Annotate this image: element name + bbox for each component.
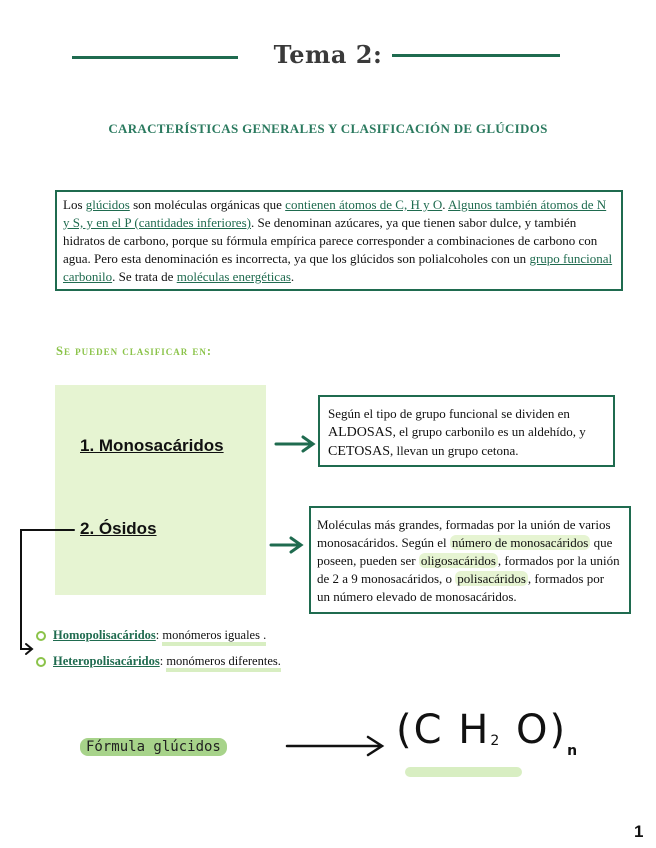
intro-highlight: Algunos también átomos de N y S, y en el P (cantidades inferiores) xyxy=(63,197,607,230)
category-osidos: 2. Ósidos xyxy=(80,519,157,538)
osid-type-colon: : xyxy=(155,628,163,642)
category-panel xyxy=(55,385,266,595)
formula-label: Fórmula glúcidos xyxy=(80,738,227,756)
formula-expression xyxy=(396,707,579,759)
formula-arrow xyxy=(287,737,382,755)
aldosas-term: ALDOSAS xyxy=(328,425,393,440)
bullet-icon xyxy=(36,631,46,641)
osid-text: , formados por un número elevado de monosacáridos. xyxy=(317,571,605,604)
arrow-to-osid-box xyxy=(271,538,301,552)
osid-type-colon: : xyxy=(159,654,167,668)
osid-highlight: número de monosacáridos xyxy=(451,535,589,550)
osid-type-term: Homopolisacáridos xyxy=(53,628,156,642)
page-title: Tema 2: xyxy=(273,40,383,69)
mono-text: , llevan un grupo cetona. xyxy=(389,443,519,458)
intro-text: . Se denominan azúcares, ya que tienen sabor dulce, y también hidratos de carbono, porque su fórmula empírica parece corresponder a combinaciones de carbono con agua. Pero esta denominación es incorrecta, ya que los glúcidos son polialcoholes con un xyxy=(63,215,598,266)
osid-type-desc: monómeros diferentes. xyxy=(166,654,281,672)
intro-text: . xyxy=(290,269,295,284)
formula-sub-n: n xyxy=(567,743,580,759)
monosacaridos-box xyxy=(318,395,615,467)
formula-sub-2: 2 xyxy=(490,733,502,749)
intro-highlight: contienen átomos de C, H y O xyxy=(285,197,443,212)
intro-highlight: glúcidos xyxy=(85,197,130,212)
bullet-icon xyxy=(36,657,46,667)
category-monosacaridos: 1. Monosacáridos xyxy=(80,436,224,455)
mono-text: , el grupo carbonilo es un aldehído, y xyxy=(392,424,586,439)
list-item-homopolisacaridos xyxy=(36,628,266,643)
formula-close: O) xyxy=(501,707,568,753)
page-number: 1 xyxy=(634,822,644,841)
osid-type-term: Heteropolisacáridos xyxy=(53,654,160,668)
intro-text: . xyxy=(442,197,449,212)
intro-box xyxy=(55,190,623,291)
osidos-box xyxy=(309,506,631,614)
osid-type-desc: monómeros iguales . xyxy=(162,628,266,646)
classify-heading: Se pueden clasificar en: xyxy=(56,344,213,358)
intro-text: son moléculas orgánicas que xyxy=(129,197,286,212)
osid-text: , formados por la unión de 2 a 9 monosacáridos, o xyxy=(317,553,620,586)
mono-text: Según el tipo de grupo funcional se dividen en xyxy=(328,406,570,421)
formula-open: (C H xyxy=(396,707,491,753)
list-item-heteropolisacaridos xyxy=(36,654,281,669)
osid-text: Moléculas más grandes, formadas por la unión de varios monosacáridos. Según el xyxy=(317,517,611,550)
osid-highlight: oligosacáridos xyxy=(420,553,496,568)
arrow-to-mono-box xyxy=(276,437,313,451)
intro-text: Los xyxy=(63,197,86,212)
page-subtitle: CARACTERÍSTICAS GENERALES Y CLASIFICACIÓN DE GLÚCIDOS xyxy=(108,121,548,136)
intro-highlight: grupo funcional carbonilo xyxy=(63,251,613,284)
osid-highlight: polisacáridos xyxy=(457,571,526,586)
intro-text: . Se trata de xyxy=(112,269,177,284)
intro-highlight: moléculas energéticas xyxy=(176,269,291,284)
cetosas-term: CETOSAS xyxy=(328,444,390,459)
osid-text: que poseen, pueden ser xyxy=(317,535,613,568)
formula-highlight xyxy=(405,767,522,777)
